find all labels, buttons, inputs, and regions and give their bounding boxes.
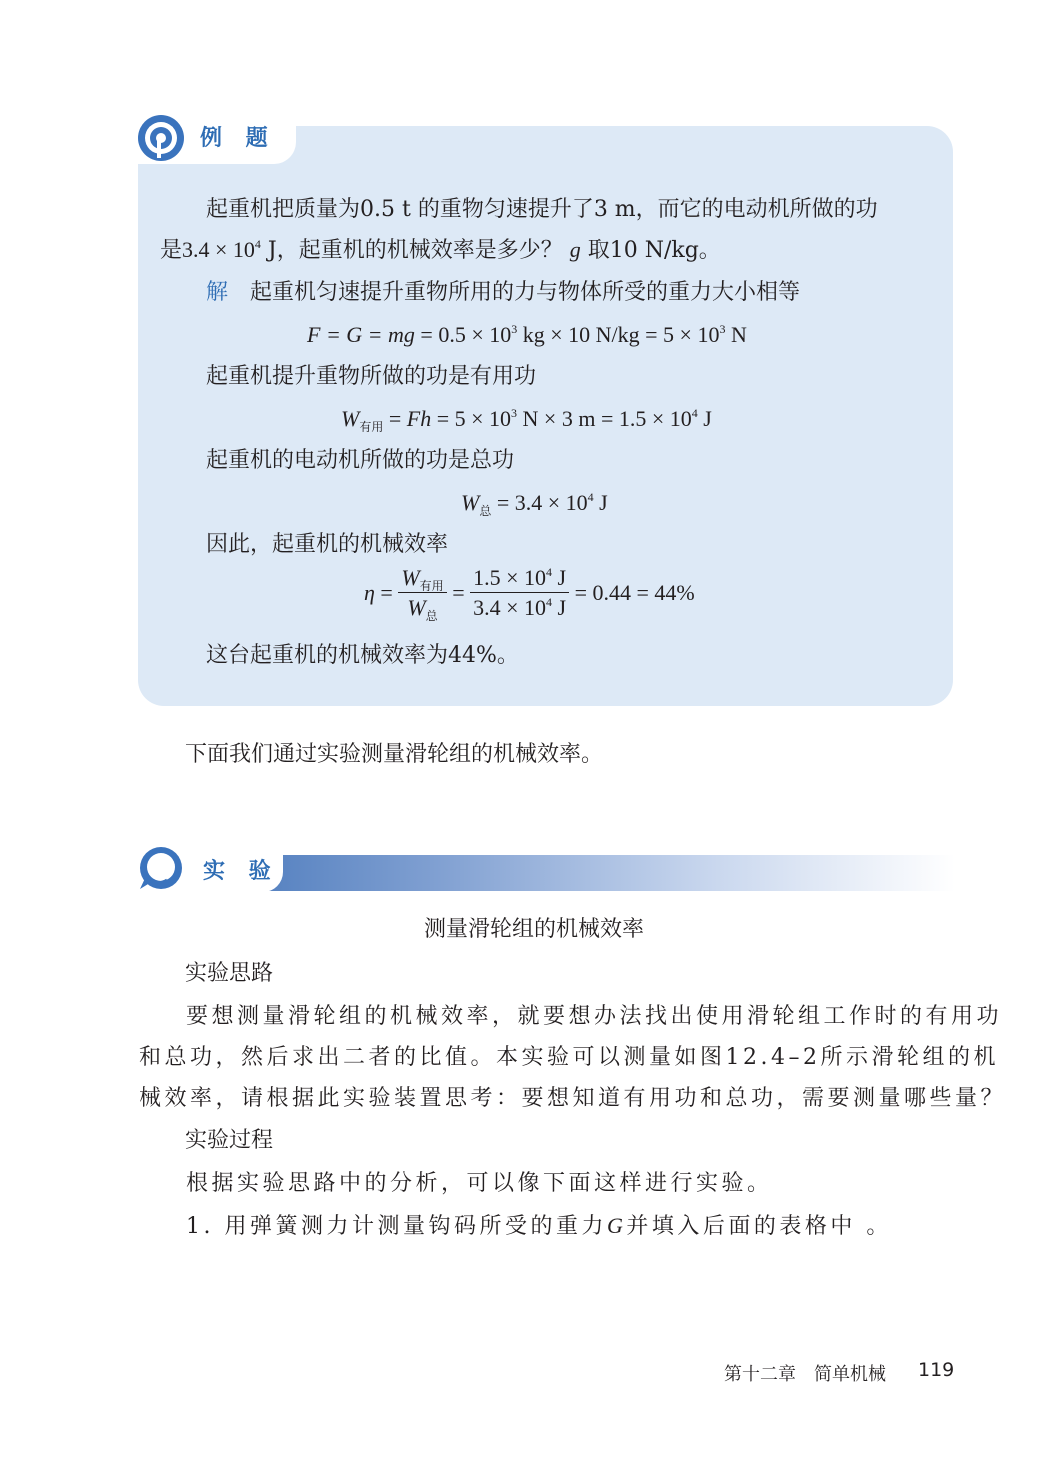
equation-efficiency: η = $\frac{W_{有用}}{W_总}$ = $\frac{1.5 \times 10^4 J}{3.4 \times 10^4 J}$ = 0.44 = 44% [364, 565, 695, 623]
conclusion-text: 这台起重机的机械效率为44%。 [206, 643, 519, 668]
total-work-text: 起重机的电动机所做的功是总功 [206, 448, 515, 473]
therefore-text: 因此，起重机的机械效率 [206, 532, 449, 557]
experiment-title: 实 验 [203, 859, 279, 884]
idea-line-2: 和总功，然后求出二者的比值。本实验可以测量如图12.4–2所示滑轮组的机 [139, 1045, 999, 1070]
problem-line-2: 是$3.4 \times 10^4$ J，起重机的机械效率是多少？ g 取10 N/kg。 [160, 237, 721, 263]
transition-text: 下面我们通过实验测量滑轮组的机械效率。 [185, 742, 604, 767]
idea-line-1: 要想测量滑轮组的机械效率，就要想办法找出使用滑轮组工作时的有用功 [186, 1004, 1003, 1029]
equation-total-work: $W_总 = 3.4 \times 10^4$ J [461, 490, 608, 518]
chapter-footer: 第十二章 简单机械 [724, 1364, 886, 1385]
example-target-icon [137, 114, 185, 162]
solution-line: 解 起重机匀速提升重物所用的力与物体所受的重力大小相等 [206, 280, 801, 305]
equation-force: F = G = mg = $0.5 \times 10^3$ kg × 10 $N/kg = 5 \times 10^3$ N [307, 322, 747, 347]
equation-useful-work: $W_{有用} = Fh = 5 \times 10^3$ N × 3 $m = 1.5 \times 10^4$ J [341, 406, 712, 434]
magnifier-icon [137, 846, 187, 892]
process-line-1: 根据实验思路中的分析，可以像下面这样进行实验。 [186, 1171, 773, 1196]
process-heading: 实验过程 [185, 1128, 274, 1153]
experiment-heading: 测量滑轮组的机械效率 [424, 917, 645, 942]
page-number: 119 [918, 1359, 955, 1381]
useful-work-text: 起重机提升重物所做的功是有用功 [206, 364, 537, 389]
fraction-numeric: $\frac{1.5 \times 10^4 J}{3.4 \times 10^4 J}$ [470, 566, 569, 620]
solution-label: 解 [206, 280, 229, 305]
step-1: 1. 用弹簧测力计测量钩码所受的重力G并填入后面的表格中 。 [186, 1213, 892, 1239]
fraction-work-ratio: $\frac{W_{有用}}{W_总}$ [398, 566, 446, 620]
problem-line-1: 起重机把质量为0.5 t 的重物匀速提升了3 m，而它的电动机所做的功 [206, 197, 878, 222]
idea-heading: 实验思路 [185, 961, 274, 986]
idea-line-3: 械效率，请根据此实验装置思考：要想知道有用功和总功，需要测量哪些量？ [139, 1086, 1007, 1111]
example-title: 例 题 [200, 126, 276, 151]
